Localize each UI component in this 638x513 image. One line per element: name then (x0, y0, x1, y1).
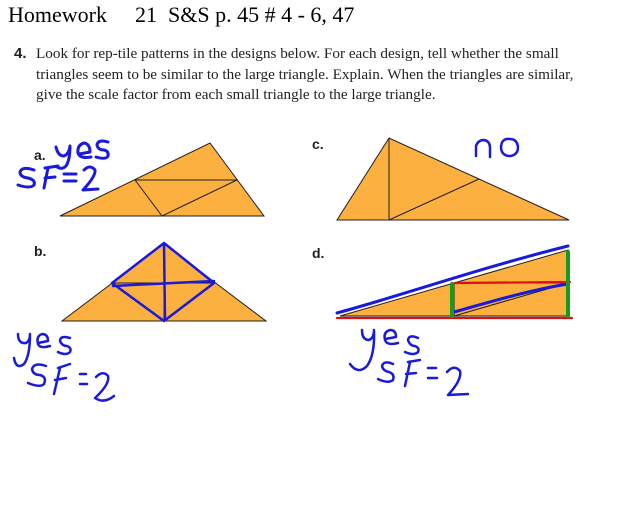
header-number: 21 (134, 2, 157, 27)
header-title: Homework (8, 2, 107, 27)
part-a-label: a. (34, 147, 46, 163)
handwritten-answer-b (14, 334, 114, 401)
handwritten-answer-d (350, 330, 468, 395)
part-b-label: b. (34, 243, 47, 259)
triangle-c (337, 138, 569, 220)
part-c-label: c. (312, 136, 324, 152)
part-d-label: d. (312, 245, 325, 261)
problem-number: 4. (14, 45, 27, 62)
header-reference: S&S p. 45 # 4 - 6, 47 (167, 2, 355, 27)
triangle-b (62, 243, 266, 321)
handwritten-answer-c (476, 139, 518, 157)
triangle-c-shape (337, 138, 569, 220)
handwritten-answer-a (18, 141, 108, 190)
problem-text: Look for rep-tile patterns in the designs below. For each design, tell whether the small triangles seem to be similar to the large triangle. Explain. When the triangles are similar, give the scale factor from each small triangle to the large triangle. (36, 45, 574, 103)
triangle-d (337, 246, 572, 318)
